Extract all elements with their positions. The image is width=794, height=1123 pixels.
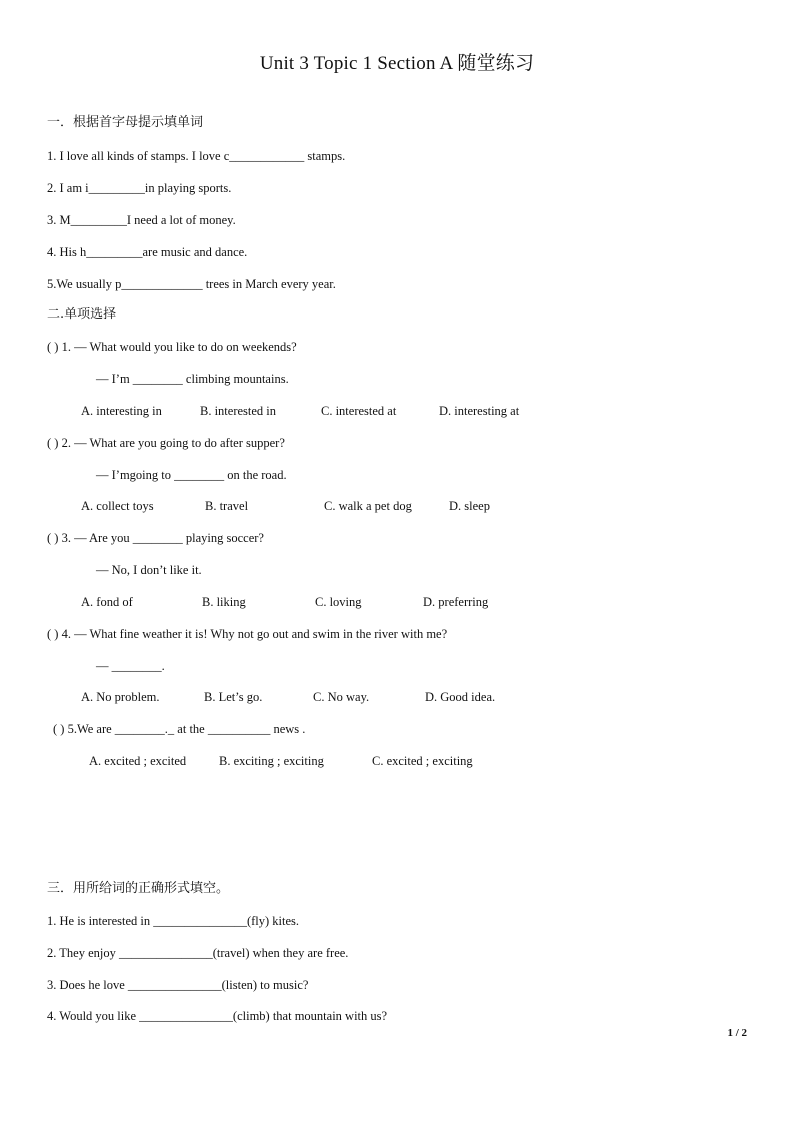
question-4-option-d: D. Good idea. — [425, 690, 496, 704]
question-1-stem: ( ) 1. — What would you like to do on weekends? — [47, 340, 297, 354]
question-5-option-b: B. exciting ; exciting — [219, 754, 324, 768]
question-3-stem: ( ) 3. — Are you ________ playing soccer? — [47, 531, 264, 545]
question-5-stem: ( ) 5.We are ________._ at the __________ news . — [53, 722, 306, 736]
question-4-reply: — ________. — [96, 659, 165, 673]
question-5-option-c: C. excited ; exciting — [372, 754, 473, 768]
question-1-option-a: A. interesting in — [81, 404, 162, 418]
question-4-stem: ( ) 4. — What fine weather it is! Why not go out and swim in the river with me? — [47, 627, 448, 641]
section-3-item-4: 4. Would you like _______________(climb) that mountain with us? — [47, 1009, 388, 1023]
question-3-option-d: D. preferring — [423, 595, 489, 609]
section-1-heading: 一．根据首字母提示填单词 — [47, 115, 204, 130]
question-2-option-c: C. walk a pet dog — [324, 499, 412, 513]
question-3-reply: — No, I don’t like it. — [96, 563, 202, 577]
question-2-option-b: B. travel — [205, 499, 249, 513]
section-1-item-3: 3. M_________I need a lot of money. — [47, 213, 236, 227]
section-3-item-1: 1. He is interested in _______________(fly) kites. — [47, 914, 300, 928]
question-3-option-c: C. loving — [315, 595, 362, 609]
question-1-reply: — I’m ________ climbing mountains. — [96, 372, 289, 386]
question-2-reply: — I’mgoing to ________ on the road. — [96, 468, 287, 482]
page-number: 1 / 2 — [727, 1027, 747, 1039]
section-3-heading: 三．用所给词的正确形式填空。 — [47, 881, 230, 896]
question-1-option-c: C. interested at — [321, 404, 397, 418]
section-1-item-5: 5.We usually p_____________ trees in March every year. — [47, 277, 336, 291]
section-1-item-1: 1. I love all kinds of stamps. I love c____________ stamps. — [47, 149, 346, 163]
question-1-option-d: D. interesting at — [439, 404, 520, 418]
question-5-option-a: A. excited ; excited — [89, 754, 187, 768]
question-4-option-b: B. Let’s go. — [204, 690, 263, 704]
section-1-item-4: 4. His h_________are music and dance. — [47, 245, 248, 259]
question-2-option-d: D. sleep — [449, 499, 490, 513]
question-1-option-b: B. interested in — [200, 404, 277, 418]
section-3-item-3: 3. Does he love _______________(listen) to music? — [47, 978, 309, 992]
question-4-option-a: A. No problem. — [81, 690, 160, 704]
question-3-option-b: B. liking — [202, 595, 246, 609]
page-title: Unit 3 Topic 1 Section A 随堂练习 — [259, 53, 535, 74]
section-1-item-2: 2. I am i_________in playing sports. — [47, 181, 232, 195]
section-3-item-2: 2. They enjoy _______________(travel) when they are free. — [47, 946, 349, 960]
question-2-stem: ( ) 2. — What are you going to do after supper? — [47, 436, 285, 450]
question-2-option-a: A. collect toys — [81, 499, 154, 513]
question-4-option-c: C. No way. — [313, 690, 370, 704]
question-3-option-a: A. fond of — [81, 595, 133, 609]
section-2-heading: 二.单项选择 — [47, 307, 117, 322]
